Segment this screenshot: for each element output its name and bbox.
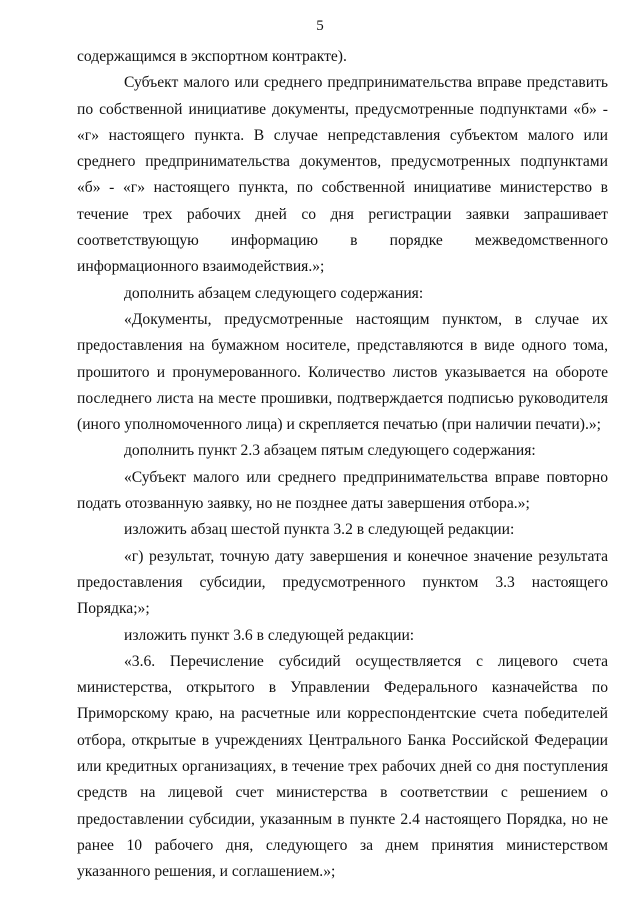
paragraph: «Документы, предусмотренные настоящим пунктом, в случае их предоставления на бумажном носителе, представляются в виде одного тома, прошитого и пронумерованного. Количество листов указывается на обороте последнего листа на месте прошивки, подтверждается подписью руководителя (иного уполномоченного лица) и скрепляется печатью (при наличии печати).»; — [77, 310, 608, 434]
document-body — [77, 44, 608, 886]
paragraph: «г) результат, точную дату завершения и конечное значение результата предоставления субсидии, предусмотренного пунктом 3.3 настоящего Порядка;»; — [77, 547, 608, 618]
paragraph: Субъект малого или среднего предпринимательства вправе представить по собственной инициативе документы, предусмотренные подпунктами «б» - «г» настоящего пункта. В случае непредставления субъектом малого или среднего предпринимательства документов, предусмотренных подпунктами «б» - «г» настоящего пункта, по собственной инициативе министерство в течение трех рабочих дней со дня регистрации заявки запрашивает соответствующую информацию в порядке межведомственного информационного взаимодействия.»; — [77, 74, 608, 276]
paragraph: изложить пункт 3.6 в следующей редакции: — [124, 626, 415, 644]
paragraph: «Субъект малого или среднего предпринимательства вправе повторно подать отозванную заявку, но не позднее даты завершения отбора.»; — [77, 468, 608, 513]
paragraph: «3.6. Перечисление субсидий осуществляется с лицевого счета министерства, открытого в Управлении Федерального казначейства по Приморскому краю, на расчетные или корреспондентские счета победителей отбора, открытые в учреждениях Центрального Банка Российской Федерации или кредитных организациях, в течение трех рабочих дней со дня поступления средств на лицевой счет министерства в соответствии с решением о предоставлении субсидии, указанным в пункте 2.4 настоящего Порядка, но не ранее 10 рабочего дня, следующего за днем принятия министерством указанного решения, и соглашением.»; — [77, 652, 608, 881]
paragraph: изложить абзац шестой пункта 3.2 в следующей редакции: — [124, 521, 515, 539]
page-number: 5 — [316, 18, 324, 34]
paragraph: дополнить абзацем следующего содержания: — [124, 284, 424, 302]
paragraph: содержащимся в экспортном контракте). — [77, 48, 347, 65]
paragraph: дополнить пункт 2.3 абзацем пятым следующего содержания: — [124, 442, 536, 460]
